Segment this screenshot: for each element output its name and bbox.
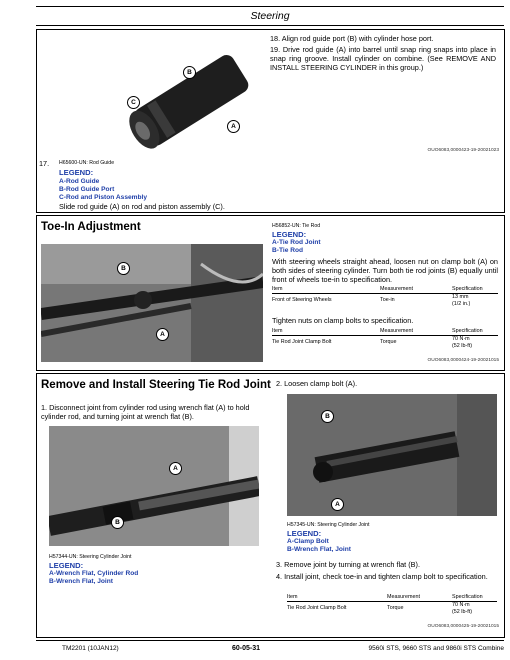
joint-cell-spec-imperial: (52 lb-ft) <box>452 609 473 615</box>
rod-guide-photo <box>107 40 257 160</box>
toe-in-spec-table <box>272 286 498 310</box>
toe-in-cell-spec: 13 mm <box>452 294 469 300</box>
joint-clamp-spec-table <box>287 594 497 618</box>
toe-in-cell-item: Front of Steering Wheels <box>272 297 332 303</box>
tie-rod-callout-b: B <box>117 262 130 275</box>
footer-rule <box>36 640 504 641</box>
step-2 <box>276 379 498 388</box>
step-4 <box>276 572 498 581</box>
cylinder-joint-illustration-right <box>287 394 497 516</box>
left-legend-title: LEGEND: <box>49 561 84 570</box>
tie-rod-joint-heading: Remove and Install Steering Tie Rod Joint <box>41 379 271 391</box>
tie-rod-illustration <box>41 244 263 362</box>
section-toe-in <box>36 215 505 371</box>
step-1-number: 1. <box>41 403 48 412</box>
toe-in-heading: Toe-In Adjustment <box>41 221 141 233</box>
legend-tie-rod-joint: A-Tie Rod Joint <box>272 239 321 246</box>
joint-header-measurement: Measurement <box>387 594 420 600</box>
step-1 <box>41 403 269 421</box>
step-19-number: 19. <box>270 45 281 54</box>
step-4-text: Install joint, check toe-in and tighten clamp bolt to specification. <box>284 572 488 581</box>
toe-in-header-measurement: Measurement <box>380 286 413 292</box>
toe-in-header-spec: Specification <box>452 286 483 292</box>
toe-in-header-item: Item <box>272 286 283 292</box>
step-18-number: 18. <box>270 34 281 43</box>
left-figure-caption: H57344-UN: Steering Cylinder Joint <box>49 554 132 560</box>
legend-wrench-flat-joint-right: B-Wrench Flat, Joint <box>287 546 351 553</box>
right-callout-b: B <box>321 410 334 423</box>
legend-clamp-bolt: A-Clamp Bolt <box>287 538 329 545</box>
clamp-bolt-spec-table <box>272 328 498 352</box>
step-17-number: 17. <box>39 159 50 168</box>
callout-a: A <box>227 120 240 133</box>
toe-in-cell-measurement: Toe-in <box>380 297 395 303</box>
right-legend-title: LEGEND: <box>287 529 322 538</box>
right-callout-a: A <box>331 498 344 511</box>
left-callout-b: B <box>111 516 124 529</box>
toe-in-paragraph: With steering wheels straight ahead, loosen nut on clamp bolt (A) on both sides of steering cylinder. Turn both tie rod joints (B) equally until front of wheels toe-in to specification. <box>272 257 498 284</box>
legend-rod-guide-port: B-Rod Guide Port <box>59 186 115 193</box>
joint-cell-measurement: Torque <box>387 605 404 611</box>
step-17-text: Slide rod guide (A) on rod and piston assembly (C). <box>59 202 225 211</box>
step-19-text: Drive rod guide (A) into barrel until snap ring snaps into place in snap ring groove. Install cylinder on combine. (See REMOVE AND INSTALL STEERING CYLINDER in this group.) <box>270 45 496 72</box>
section3-ref: OUO6083,0000425-19-20021015 <box>427 624 499 629</box>
clamp-cell-spec-imperial: (52 lb-ft) <box>452 343 473 349</box>
rod-guide-caption: H65600-UN: Rod Guide <box>59 160 115 166</box>
footer-manual-id: TM2201 (10JAN12) <box>62 645 119 652</box>
footer-page-number: 60-05-31 <box>232 645 261 652</box>
tie-rod-photo <box>41 244 263 362</box>
step-18-text: Align rod guide port (B) with cylinder hose port. <box>281 34 434 43</box>
callout-b: B <box>183 66 196 79</box>
section-tie-rod-joint <box>36 373 505 638</box>
step-3 <box>276 560 498 569</box>
step-18 <box>270 34 496 43</box>
joint-cell-item: Tie Rod Joint Clamp Bolt <box>287 605 347 611</box>
clamp-cell-measurement: Torque <box>380 339 397 345</box>
step-4-number: 4. <box>276 572 283 581</box>
right-figure-caption: H57345-UN: Steering Cylinder Joint <box>287 522 370 528</box>
clamp-header-measurement: Measurement <box>380 328 413 334</box>
step-2-text: Loosen clamp bolt (A). <box>284 379 358 388</box>
joint-header-item: Item <box>287 594 298 600</box>
step-2-number: 2. <box>276 379 283 388</box>
legend-rod-guide: A-Rod Guide <box>59 178 100 185</box>
cylinder-joint-photo-left <box>49 426 259 546</box>
tie-rod-legend-title: LEGEND: <box>272 230 307 239</box>
rod-guide-legend-title: LEGEND: <box>59 168 94 177</box>
cylinder-joint-photo-right <box>287 394 497 516</box>
legend-wrench-flat-joint-left: B-Wrench Flat, Joint <box>49 578 113 585</box>
page-header <box>36 6 504 26</box>
page-header-title: Steering <box>250 10 290 22</box>
toe-in-cell-spec-imperial: (1/2 in.) <box>452 301 471 307</box>
footer-model: 9560i STS, 9660 STS and 9860i STS Combine <box>368 645 504 652</box>
tie-rod-caption: H56852-UN: Tie Rod <box>272 223 321 229</box>
joint-cell-spec: 70 N·m <box>452 602 470 608</box>
clamp-header-item: Item <box>272 328 283 334</box>
section-rod-guide <box>36 29 505 213</box>
cylinder-joint-illustration-left <box>49 426 259 546</box>
left-callout-a: A <box>169 462 182 475</box>
tighten-paragraph: Tighten nuts on clamp bolts to specification. <box>272 316 414 325</box>
step-3-text: Remove joint by turning at wrench flat (B). <box>284 560 420 569</box>
section1-ref: OUO6083,0000423-19-20021023 <box>427 148 499 153</box>
callout-c: C <box>127 96 140 109</box>
step-1-text: Disconnect joint from cylinder rod using wrench flat (A) to hold cylinder rod, and turning joint at wrench flat (B). <box>41 403 250 421</box>
clamp-cell-spec: 70 N·m <box>452 336 470 342</box>
step-3-number: 3. <box>276 560 283 569</box>
tie-rod-callout-a: A <box>156 328 169 341</box>
legend-rod-piston: C-Rod and Piston Assembly <box>59 194 148 201</box>
clamp-cell-item: Tie Rod Joint Clamp Bolt <box>272 339 332 345</box>
step-19 <box>270 45 496 72</box>
legend-wrench-flat-rod: A-Wrench Flat, Cylinder Rod <box>49 570 139 577</box>
section2-ref: OUO6083,0000424-19-20021015 <box>427 358 499 363</box>
legend-tie-rod: B-Tie Rod <box>272 247 304 254</box>
clamp-header-spec: Specification <box>452 328 483 334</box>
joint-header-spec: Specification <box>452 594 483 600</box>
